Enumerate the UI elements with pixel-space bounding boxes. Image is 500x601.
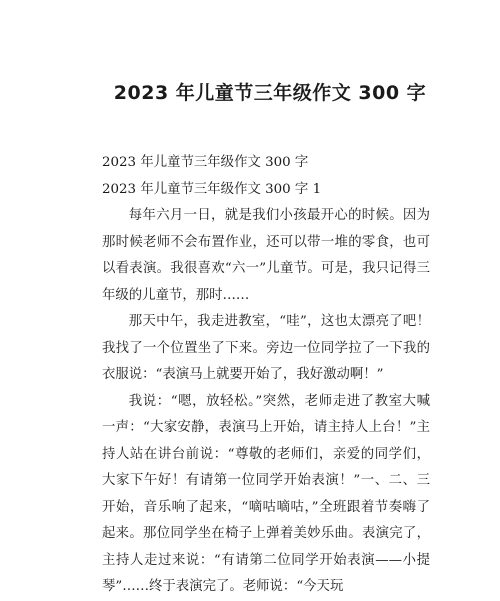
- paragraph: 每年六月一日，就是我们小孩最开心的时候。因为那时候老师不会布置作业，还可以带一堆的零食，也可以看表演。我很喜欢“六一”儿童节。可是，我只记得三年级的儿童节，那时……: [102, 208, 430, 303]
- paragraph: 我说：“嗯，放轻松。”突然，老师走进了教室大喊一声：“大家安静，表演马上开始，请主持人上台！”主持人站在讲台前说：“尊敬的老师们，亲爱的同学们，大家下午好！有请第一位同学开始表演！”一、二、三开始，音乐响了起来，“嘀咕嘀咕，”全班跟着节奏嗨了起来。那位同学坐在椅子上弹着美妙乐曲。表演完了，主持人走过来说：“有请第二位同学开始表演——小提琴”……终于表演完了。老师说：“今天玩: [102, 393, 430, 594]
- subtitle-line: 2023 年儿童节三年级作文 300 字: [102, 155, 309, 170]
- subtitle-line-numbered: 2023 年儿童节三年级作文 300 字 1: [102, 181, 322, 197]
- paragraph: 那天中午，我走进教室，“哇”，这也太漂亮了吧！我找了一个位置坐了下来。旁边一位同学拉了一下我的衣服说：“表演马上就要开始了，我好激动啊！”: [102, 314, 430, 382]
- document-title: 2023 年儿童节三年级作文 300 字: [113, 82, 427, 104]
- document-body: [102, 150, 430, 601]
